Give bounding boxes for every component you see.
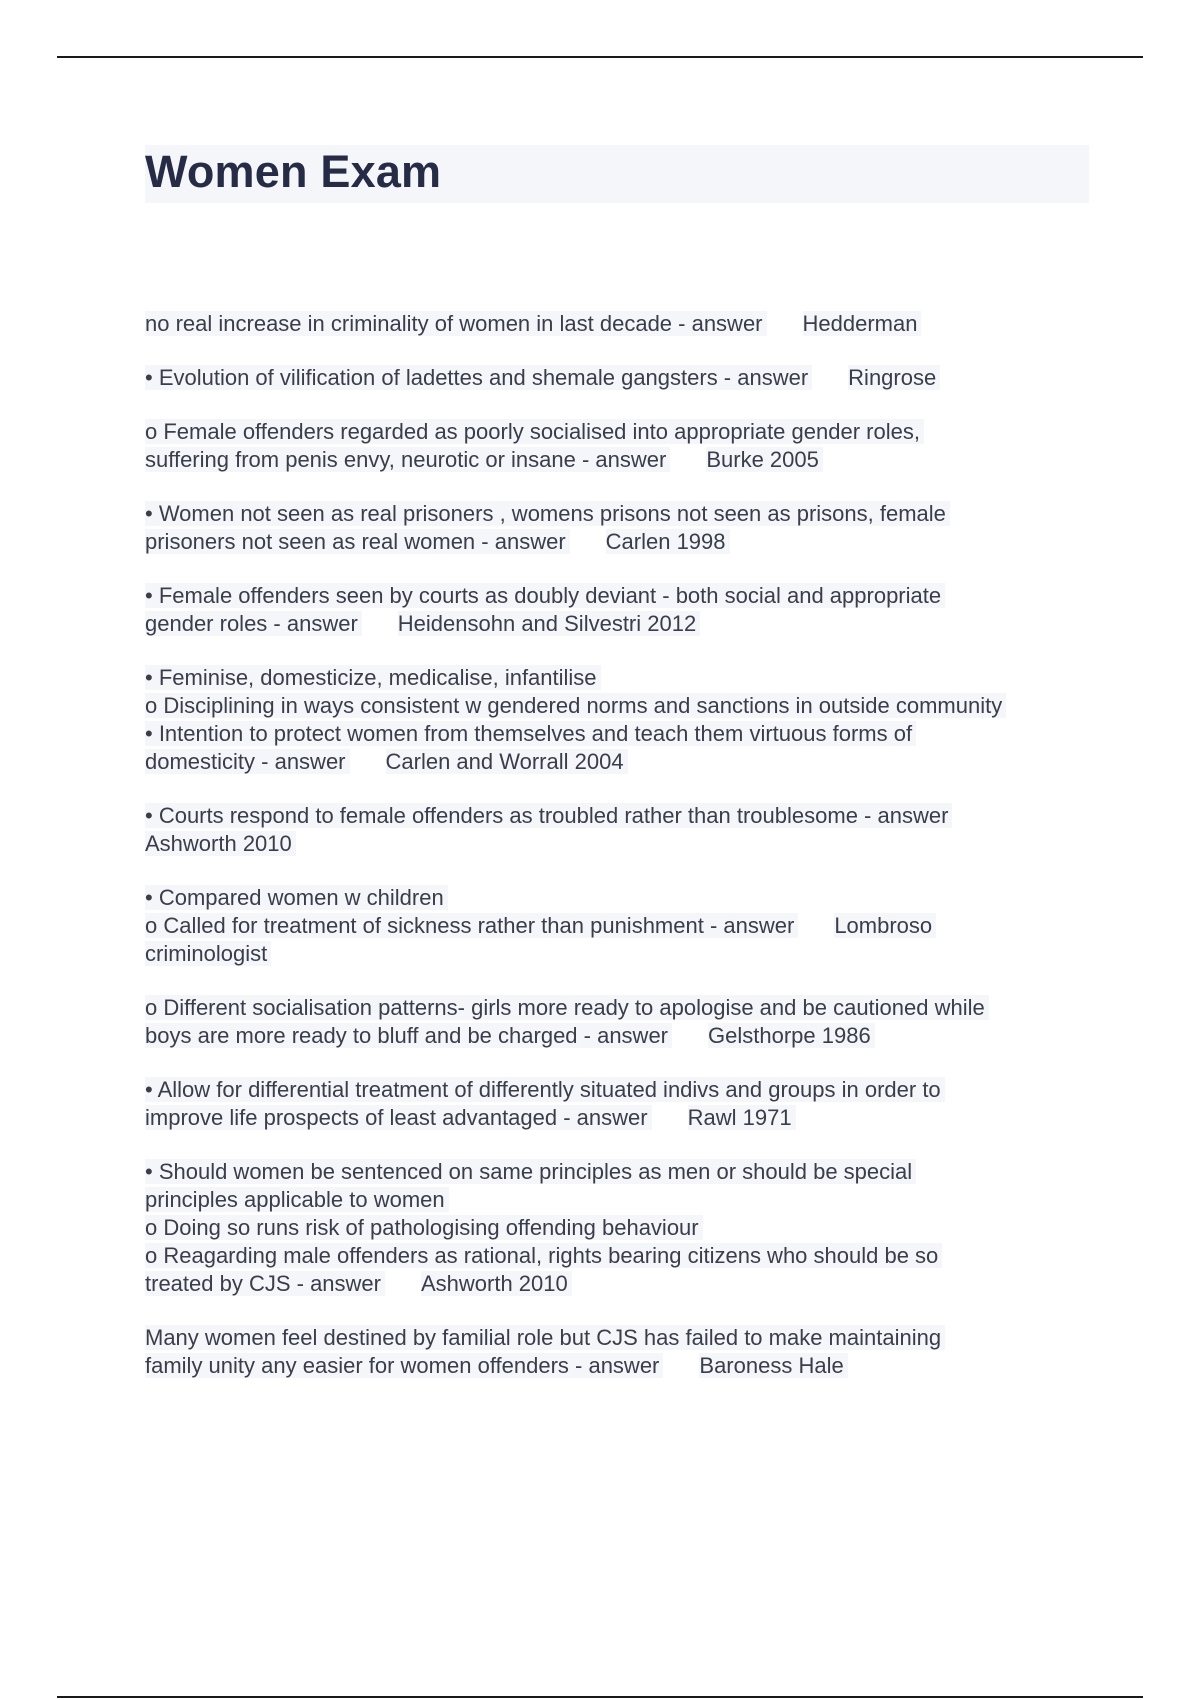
question-text: Ashworth 2010 (145, 831, 296, 856)
flashcard-line (145, 1104, 1095, 1132)
question-text: • Allow for differential treatment of differently situated indivs and groups in order to (145, 1077, 945, 1102)
flashcard-line (145, 364, 1095, 392)
answer-continuation: criminologist (145, 941, 271, 966)
flashcard (145, 500, 1095, 556)
flashcard-line (145, 1324, 1095, 1352)
question-text: • Should women be sentenced on same principles as men or should be special (145, 1159, 916, 1184)
answer-text: Gelsthorpe 1986 (708, 1023, 875, 1048)
answer-text: Burke 2005 (706, 447, 823, 472)
question-text: treated by CJS - answer (145, 1271, 385, 1296)
question-text: • Feminise, domesticize, medicalise, infantilise (145, 665, 601, 690)
answer-text: Lombroso (834, 913, 936, 938)
flashcard-line (145, 446, 1095, 474)
question-text: boys are more ready to bluff and be charged - answer (145, 1023, 672, 1048)
flashcard-line (145, 1352, 1095, 1380)
flashcard (145, 1324, 1095, 1380)
flashcard-line (145, 940, 1095, 968)
question-text: o Reagarding male offenders as rational, rights bearing citizens who should be so (145, 1243, 942, 1268)
flashcard-line (145, 830, 1095, 858)
question-text: o Doing so runs risk of pathologising offending behaviour (145, 1215, 703, 1240)
flashcard-line (145, 418, 1095, 446)
flashcard (145, 802, 1095, 858)
question-text: • Women not seen as real prisoners , womens prisons not seen as prisons, female (145, 501, 950, 526)
flashcard-line (145, 1022, 1095, 1050)
flashcard-line (145, 1270, 1095, 1298)
flashcard (145, 994, 1095, 1050)
flashcard-line (145, 664, 1095, 692)
flashcard-line (145, 692, 1095, 720)
question-text: • Female offenders seen by courts as doubly deviant - both social and appropriate (145, 583, 945, 608)
flashcard-line (145, 1186, 1095, 1214)
flashcard-line (145, 802, 1095, 830)
question-text: gender roles - answer (145, 611, 362, 636)
answer-text: Rawl 1971 (688, 1105, 796, 1130)
flashcard-line (145, 720, 1095, 748)
page-title: Women Exam (145, 146, 442, 197)
flashcard-line (145, 310, 1095, 338)
question-text: • Evolution of vilification of ladettes and shemale gangsters - answer (145, 365, 812, 390)
question-text: improve life prospects of least advantaged - answer (145, 1105, 652, 1130)
flashcard (145, 1158, 1095, 1298)
answer-text: Baroness Hale (699, 1353, 847, 1378)
flashcard-line (145, 1214, 1095, 1242)
question-text: o Called for treatment of sickness rather than punishment - answer (145, 913, 798, 938)
flashcard-line (145, 610, 1095, 638)
flashcard (145, 364, 1095, 392)
question-text: o Disciplining in ways consistent w gendered norms and sanctions in outside community (145, 693, 1006, 718)
question-text: Many women feel destined by familial role but CJS has failed to make maintaining (145, 1325, 945, 1350)
question-text: principles applicable to women (145, 1187, 449, 1212)
answer-text: Ringrose (848, 365, 940, 390)
flashcard-list (145, 310, 1095, 1406)
question-text: prisoners not seen as real women - answer (145, 529, 570, 554)
flashcard-line (145, 884, 1095, 912)
question-text: family unity any easier for women offenders - answer (145, 1353, 663, 1378)
question-text: • Compared women w children (145, 885, 448, 910)
flashcard (145, 418, 1095, 474)
flashcard (145, 664, 1095, 776)
flashcard-line (145, 748, 1095, 776)
flashcard-line (145, 1076, 1095, 1104)
flashcard-line (145, 1242, 1095, 1270)
answer-text: Hedderman (803, 311, 922, 336)
flashcard (145, 1076, 1095, 1132)
flashcard-line (145, 500, 1095, 528)
question-text: o Different socialisation patterns- girls more ready to apologise and be cautioned while (145, 995, 989, 1020)
flashcard (145, 884, 1095, 968)
bottom-rule (57, 1696, 1143, 1698)
flashcard (145, 310, 1095, 338)
answer-text: Carlen 1998 (606, 529, 730, 554)
flashcard-line (145, 912, 1095, 940)
question-text: domesticity - answer (145, 749, 350, 774)
flashcard-line (145, 582, 1095, 610)
top-rule (57, 56, 1143, 58)
answer-text: Ashworth 2010 (421, 1271, 572, 1296)
question-text: • Intention to protect women from themselves and teach them virtuous forms of (145, 721, 916, 746)
question-text: suffering from penis envy, neurotic or insane - answer (145, 447, 670, 472)
answer-text: Carlen and Worrall 2004 (386, 749, 628, 774)
question-text: • Courts respond to female offenders as troubled rather than troublesome - answer (145, 803, 952, 828)
question-text: no real increase in criminality of women in last decade - answer (145, 311, 767, 336)
flashcard-line (145, 1158, 1095, 1186)
answer-text: Heidensohn and Silvestri 2012 (398, 611, 700, 636)
flashcard-line (145, 994, 1095, 1022)
flashcard (145, 582, 1095, 638)
flashcard-line (145, 528, 1095, 556)
question-text: o Female offenders regarded as poorly socialised into appropriate gender roles, (145, 419, 924, 444)
